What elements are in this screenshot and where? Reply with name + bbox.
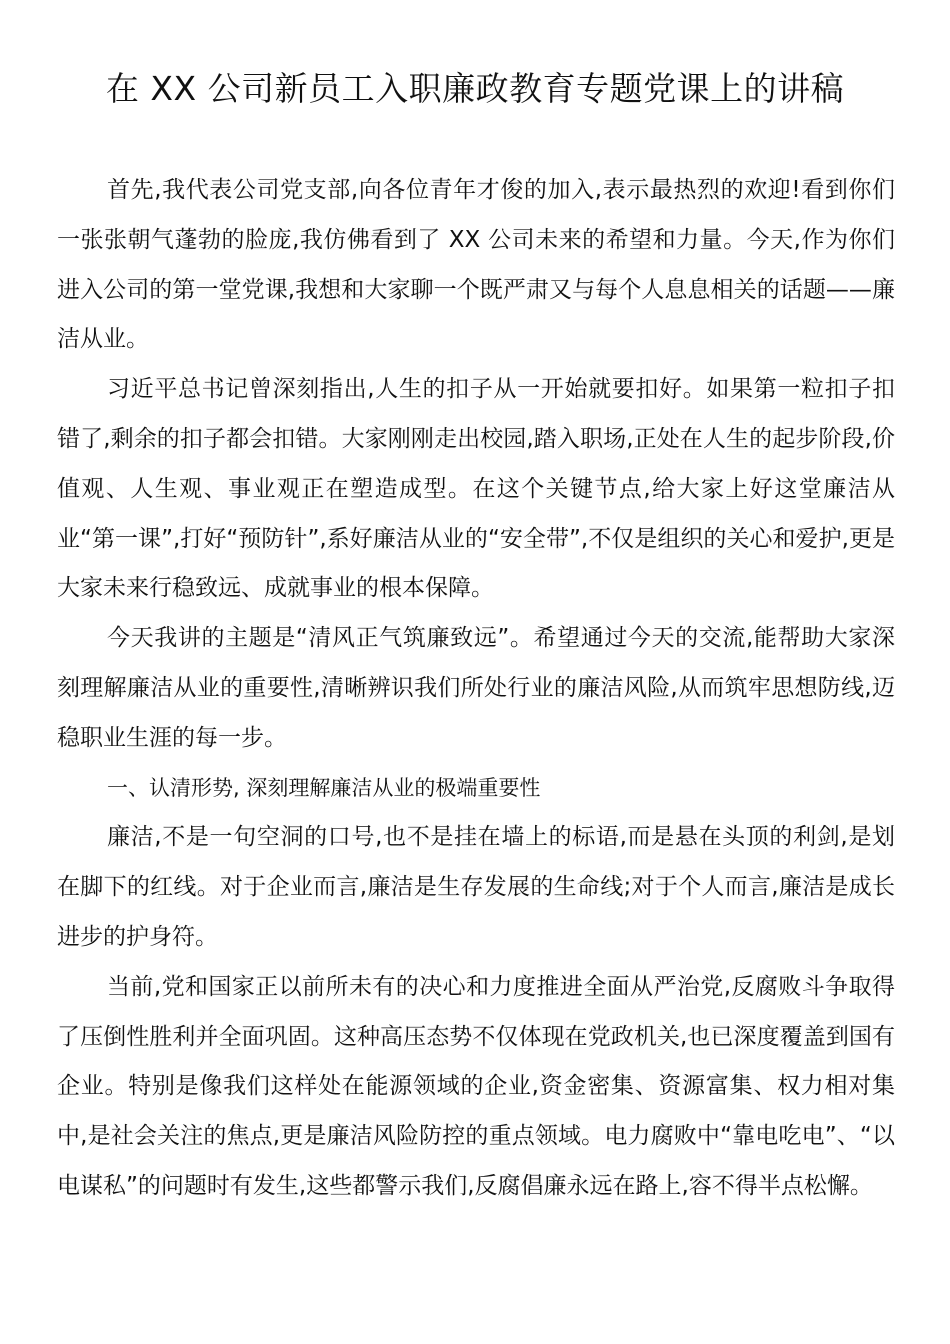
section-heading-1: 一、认清形势, 深刻理解廉洁从业的极端重要性	[107, 775, 541, 800]
paragraph-theme: 今天我讲的主题是“清风正气筑廉致远”。希望通过今天的交流,能帮助大家深刻理解廉洁从业的重要性,清晰辨识我们所处行业的廉洁风险,从而筑牢思想防线,迈稳职业生涯的每一步。	[57, 625, 895, 751]
paragraph-integrity: 廉洁,不是一句空洞的口号,也不是挂在墙上的标语,而是悬在头顶的利剑,是划在脚下的红线。对于企业而言,廉洁是生存发展的生命线;对于个人而言,廉洁是成长进步的护身符。	[57, 824, 895, 950]
paragraph-current-situation: 当前,党和国家正以前所未有的决心和力度推进全面从严治党,反腐败斗争取得了压倒性胜利并全面巩固。这种高压态势不仅体现在党政机关,也已深度覆盖到国有企业。特别是像我们这样处在能源领域的企业,资金密集、资源富集、权力相对集中,是社会关注的焦点,更是廉洁风险防控的重点领域。电力腐败中“靠电吃电”、“以电谋私”的问题时有发生,这些都警示我们,反腐倡廉永远在路上,容不得半点松懈。	[57, 973, 895, 1199]
document-body	[57, 166, 895, 1212]
paragraph-welcome: 首先,我代表公司党支部,向各位青年才俊的加入,表示最热烈的欢迎!看到你们一张张朝气蓬勃的脸庞,我仿佛看到了 XX 公司未来的希望和力量。今天,作为你们进入公司的第一堂党课,我想和大家聊一个既严肃又与每个人息息相关的话题——廉洁从业。	[57, 177, 895, 353]
document-title: 在 XX 公司新员工入职廉政教育专题党课上的讲稿	[105, 69, 845, 108]
paragraph-first-button: 习近平总书记曾深刻指出,人生的扣子从一开始就要扣好。如果第一粒扣子扣错了,剩余的扣子都会扣错。大家刚刚走出校园,踏入职场,正处在人生的起步阶段,价值观、人生观、事业观正在塑造成型。在这个关键节点,给大家上好这堂廉洁从业“第一课”,打好“预防针”,系好廉洁从业的“安全带”,不仅是组织的关心和爱护,更是大家未来行稳致远、成就事业的根本保障。	[57, 376, 895, 602]
